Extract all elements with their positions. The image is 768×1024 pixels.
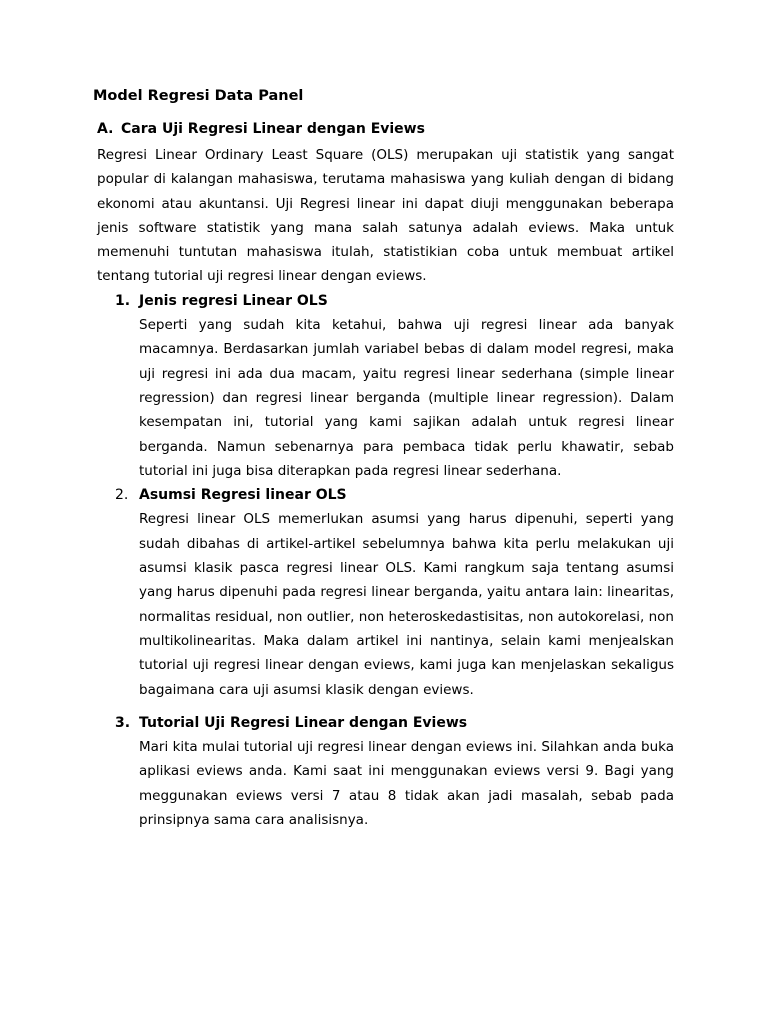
list-item-body: Regresi linear OLS memerlukan asumsi yang harus dipenuhi, seperti yang sudah dibahas di artikel-artikel sebelumnya bahwa kita perlu melakukan uji asumsi klasik pasca regresi linear OLS. Kami rangkum saja tentang asumsi yang harus dipenuhi pada regresi linear berganda, yaitu antara lain: linearitas, normalitas residual, non outlier, non heteroskedastisitas, non autokorelasi, non multikolinearitas. Maka dalam artikel ini nantinya, selain kami menjealskan tutorial uji regresi linear dengan eviews, kami juga kan menjelaskan sekaligus bagaimana cara uji asumsi klasik dengan eviews. (139, 511, 674, 698)
intro-paragraph: Regresi Linear Ordinary Least Square (OLS) merupakan uji statistik yang sangat popular di kalangan mahasiswa, terutama mahasiswa yang kuliah dengan di bidang ekonomi atau akuntansi. Uji Regresi linear ini dapat diuji menggunakan beberapa jenis software statistik yang mana salah satunya adalah eviews. Maka untuk memenuhi tuntutan mahasiswa itulah, statistikian coba untuk membuat artikel tentang tutorial uji regresi linear dengan eviews. (97, 147, 674, 285)
section-heading-text: Cara Uji Regresi Linear dengan Eviews (121, 121, 425, 137)
list-item-number: 3. (115, 714, 131, 731)
list-item-body: Mari kita mulai tutorial uji regresi linear dengan eviews ini. Silahkan anda buka aplikasi eviews anda. Kami saat ini menggunakan eviews versi 9. Bagi yang meggunakan eviews versi 7 atau 8 tidak akan jadi masalah, sebab pada prinsipnya sama cara analisisnya. (139, 739, 674, 829)
section-a (97, 119, 674, 832)
list-item (97, 711, 674, 832)
list-item-title: Tutorial Uji Regresi Linear dengan Eviews (139, 714, 468, 731)
list-item (97, 483, 674, 702)
list-item-title: Asumsi Regresi linear OLS (139, 487, 347, 504)
list-item-body: Seperti yang sudah kita ketahui, bahwa uji regresi linear ada banyak macamnya. Berdasarkan jumlah variabel bebas di dalam model regresi, maka uji regresi ini ada dua macam, yaitu regresi linear sederhana (simple linear regression) dan regresi linear berganda (multiple linear regression). Dalam kesempatan ini, tutorial yang kami sajikan adalah untuk regresi linear berganda. Namun sebenarnya para pembaca tidak perlu khawatir, sebab tutorial ini juga bisa diterapkan pada regresi linear sederhana. (139, 317, 674, 479)
numbered-list (97, 289, 674, 833)
list-item-number: 2. (115, 487, 129, 504)
list-item-title: Jenis regresi Linear OLS (139, 292, 328, 309)
list-item (97, 289, 674, 483)
section-heading (97, 119, 674, 139)
section-letter: A. (97, 121, 114, 137)
list-item-number: 1. (115, 292, 131, 309)
document-title: Model Regresi Data Panel (93, 88, 304, 104)
